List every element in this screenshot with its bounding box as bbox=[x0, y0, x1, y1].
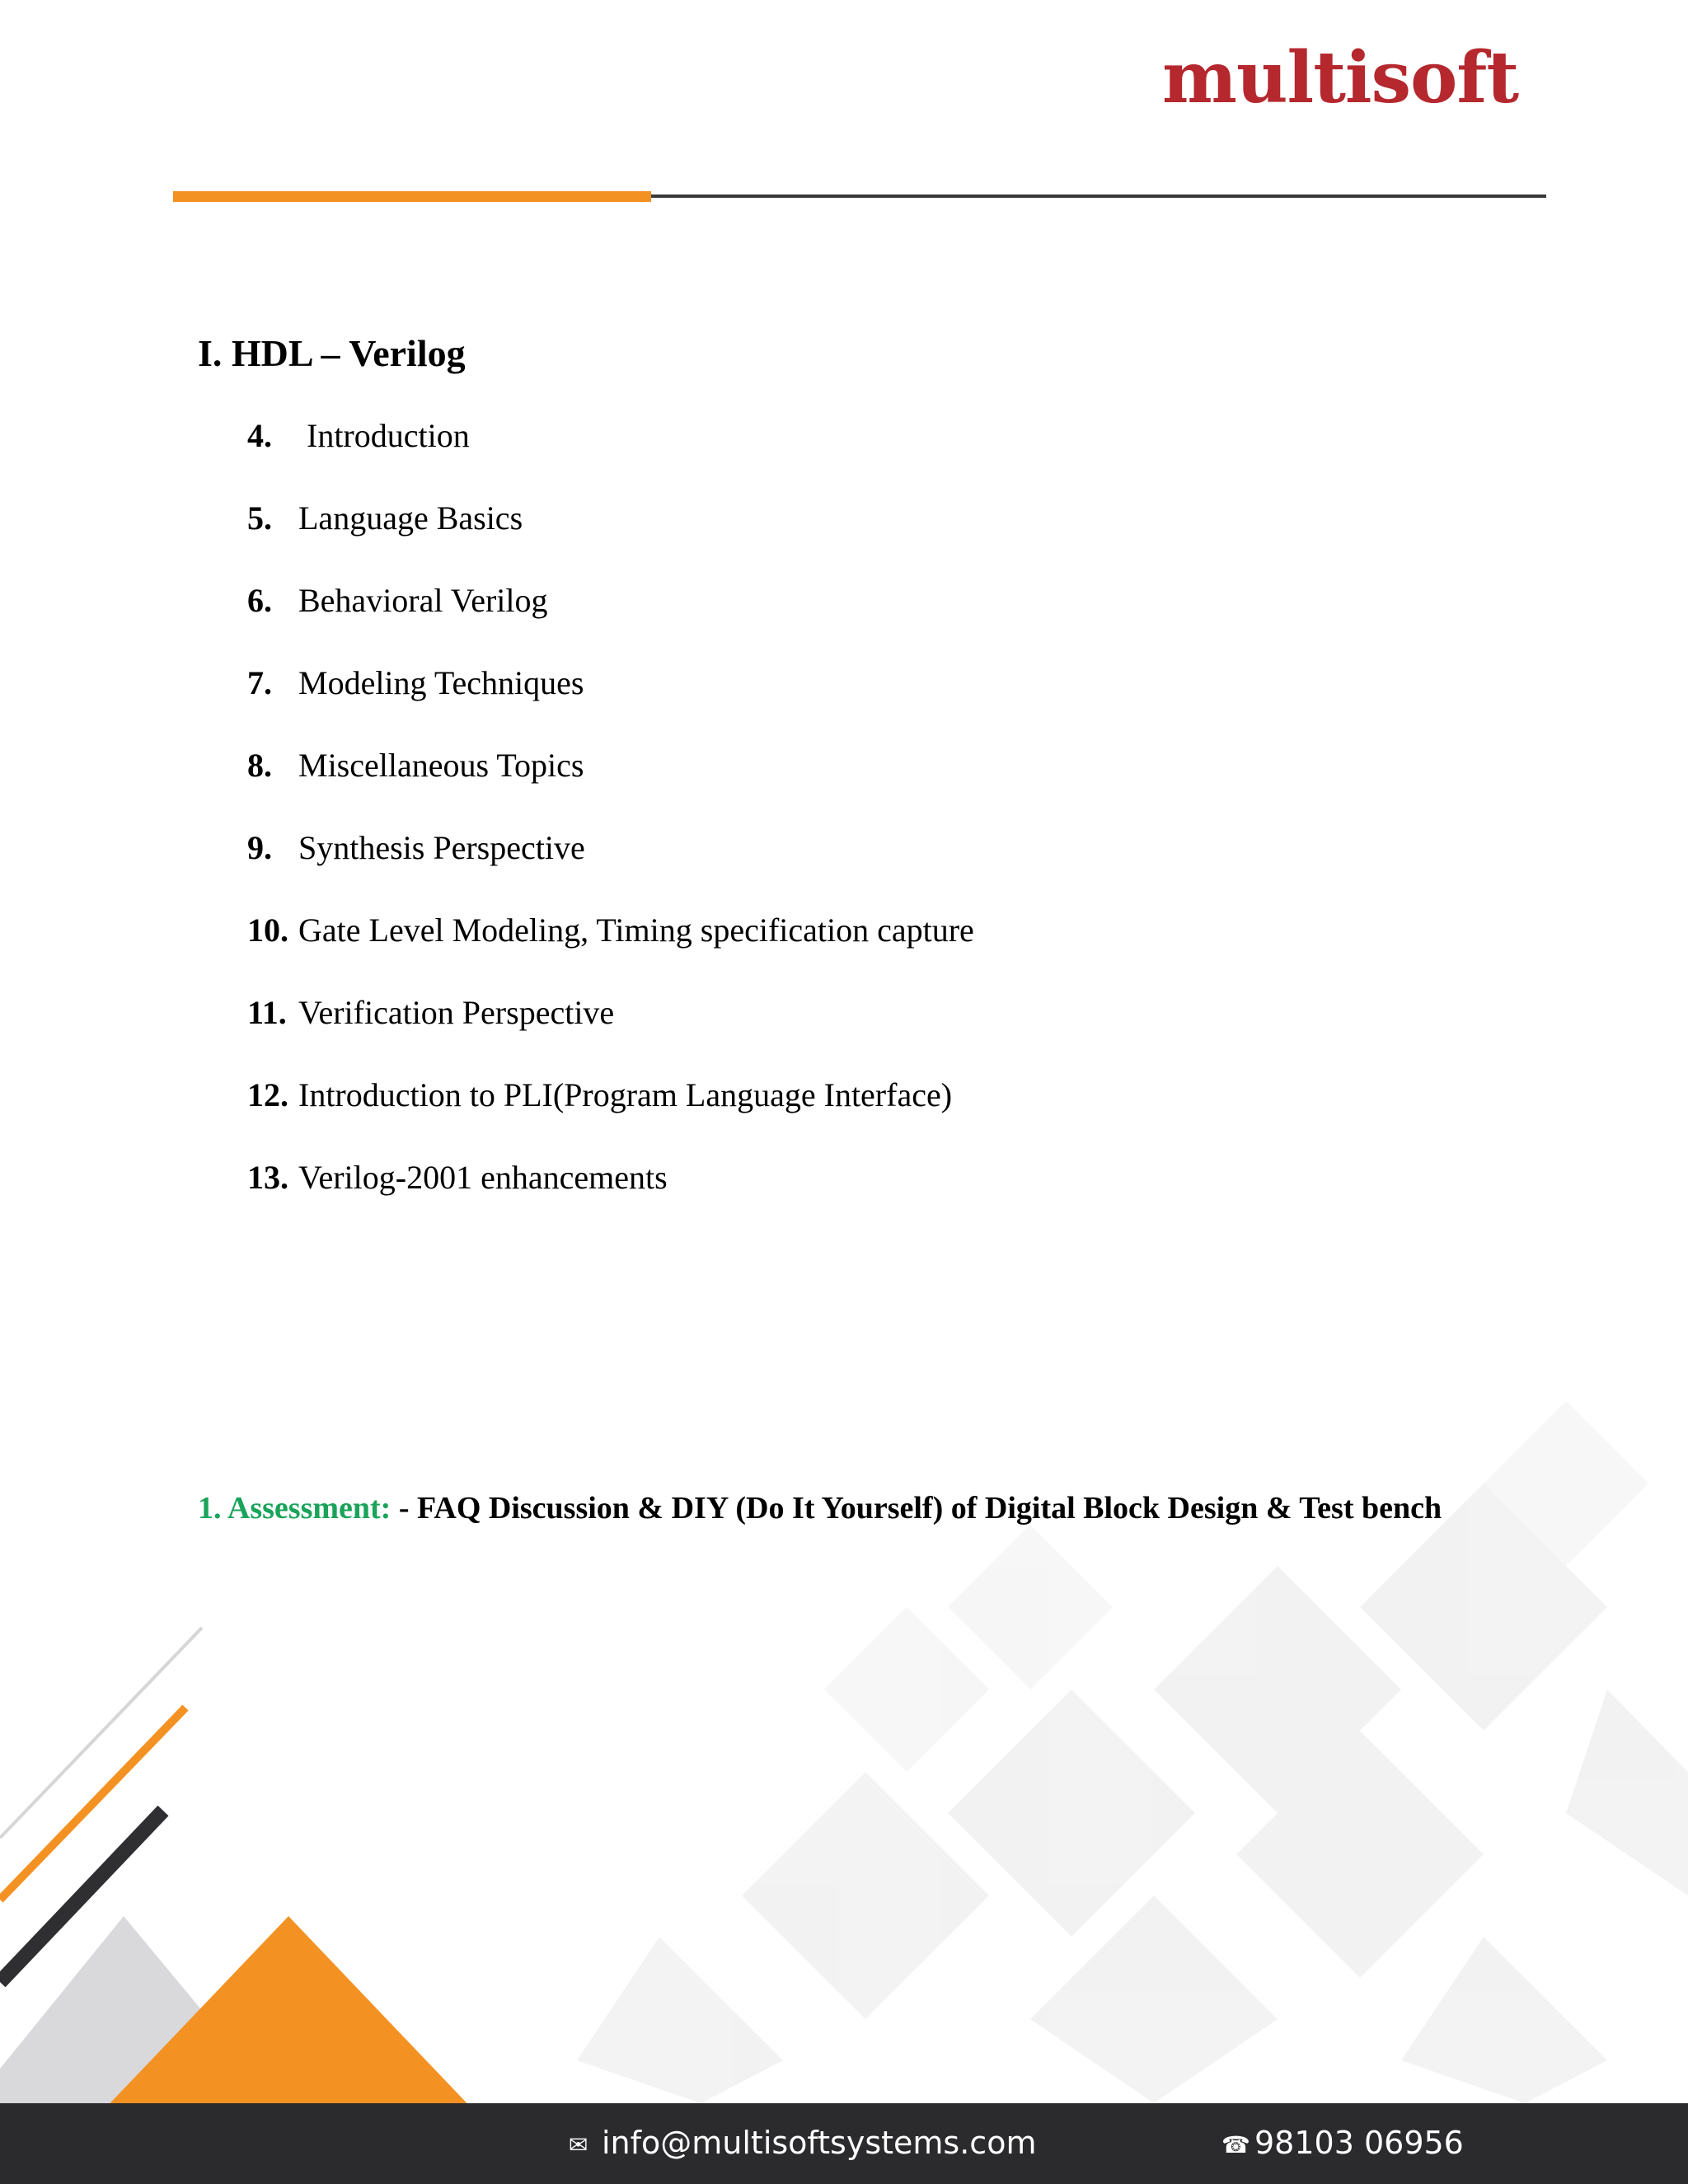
list-item bbox=[247, 1076, 974, 1158]
item-label: Modeling Techniques bbox=[298, 664, 584, 701]
item-number: 11. bbox=[247, 994, 287, 1031]
item-label: Language Basics bbox=[298, 499, 523, 537]
list-item bbox=[247, 746, 974, 828]
item-number: 6. bbox=[247, 582, 272, 619]
company-logo: multisoft bbox=[1162, 36, 1519, 120]
list-item bbox=[247, 993, 974, 1076]
list-item bbox=[247, 499, 974, 581]
section-title: I. HDL – Verilog bbox=[198, 332, 466, 374]
item-number: 13. bbox=[247, 1159, 288, 1196]
item-number: 4. bbox=[247, 417, 272, 454]
item-label: Gate Level Modeling, Timing specification capture bbox=[298, 912, 974, 949]
list-item bbox=[247, 416, 974, 499]
list-item bbox=[247, 581, 974, 663]
header-rule bbox=[651, 194, 1546, 198]
item-number: 8. bbox=[247, 747, 272, 784]
item-label: Introduction bbox=[298, 417, 470, 454]
footer-phone bbox=[1221, 2125, 1464, 2161]
list-item bbox=[247, 911, 974, 993]
header-rule-accent bbox=[173, 191, 651, 202]
item-number: 9. bbox=[247, 829, 272, 866]
item-number: 7. bbox=[247, 664, 272, 701]
item-label: Behavioral Verilog bbox=[298, 582, 548, 619]
email-link[interactable]: info@multisoftsystems.com bbox=[602, 2125, 1037, 2161]
item-label: Miscellaneous Topics bbox=[298, 747, 584, 784]
item-label: Verification Perspective bbox=[298, 994, 615, 1031]
phone-number[interactable]: 98103 06956 bbox=[1254, 2125, 1464, 2161]
email-icon: ✉ bbox=[569, 2131, 588, 2158]
list-item bbox=[247, 663, 974, 746]
list-item bbox=[247, 828, 974, 911]
item-label: Verilog-2001 enhancements bbox=[298, 1159, 668, 1196]
assessment-text: - FAQ Discussion & DIY (Do It Yourself) of Digital Block Design & Test bench bbox=[391, 1491, 1442, 1526]
item-number: 12. bbox=[247, 1076, 288, 1113]
list-item bbox=[247, 1158, 974, 1240]
item-number: 10. bbox=[247, 912, 288, 949]
assessment-label: 1. Assessment: bbox=[198, 1491, 392, 1526]
topic-list bbox=[247, 416, 974, 1240]
phone-icon: ☎ bbox=[1221, 2131, 1250, 2158]
item-label: Introduction to PLI(Program Language Interface) bbox=[298, 1076, 953, 1113]
assessment-line bbox=[198, 1490, 1442, 1526]
footer-email bbox=[569, 2125, 1036, 2161]
item-number: 5. bbox=[247, 499, 272, 537]
item-label: Synthesis Perspective bbox=[298, 829, 585, 866]
